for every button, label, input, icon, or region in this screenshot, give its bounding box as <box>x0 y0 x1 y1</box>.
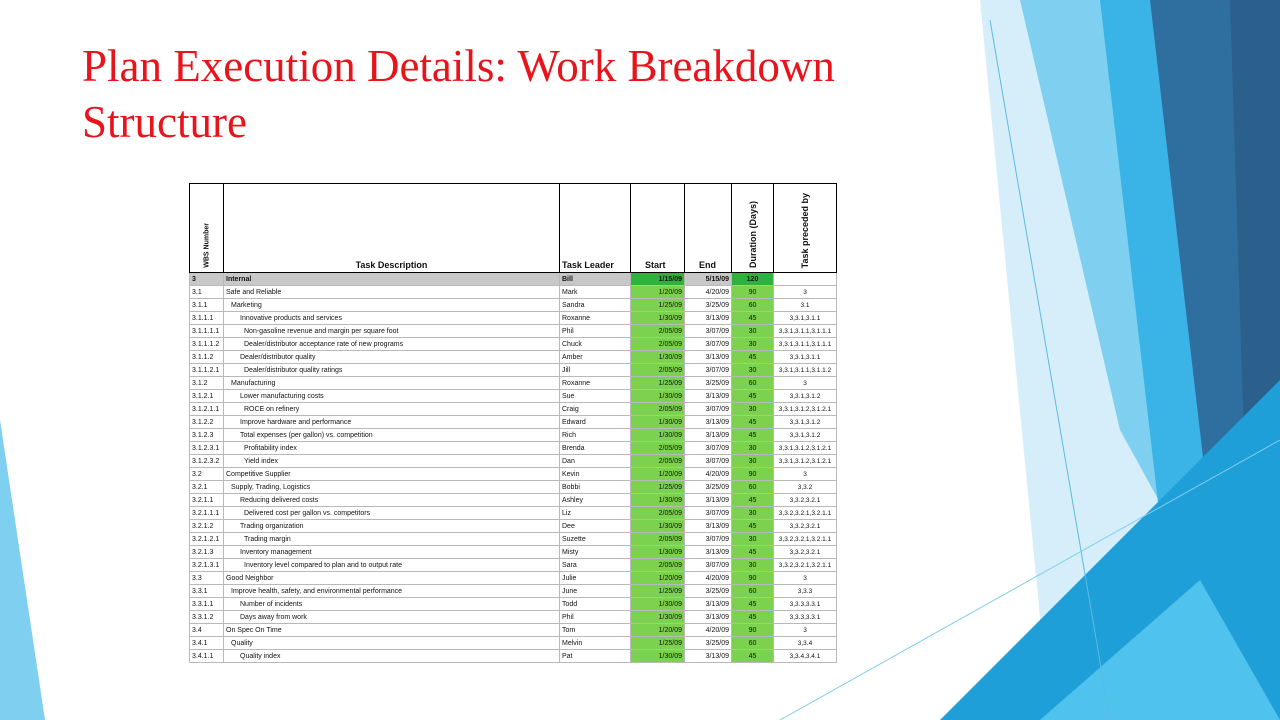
cell-task-leader: Suzette <box>560 533 631 546</box>
cell-duration: 30 <box>732 533 774 546</box>
cell-start: 1/25/09 <box>631 377 685 390</box>
cell-wbs-number: 3.1.2.3 <box>190 429 224 442</box>
cell-start: 1/20/09 <box>631 624 685 637</box>
cell-start: 1/30/09 <box>631 416 685 429</box>
cell-preceded-by: 3,3.2,3.2.1 <box>774 546 837 559</box>
cell-wbs-number: 3.2.1.2 <box>190 520 224 533</box>
cell-preceded-by: 3,3.3 <box>774 585 837 598</box>
cell-end: 3/13/09 <box>685 650 732 663</box>
cell-duration: 30 <box>732 403 774 416</box>
cell-preceded-by: 3 <box>774 572 837 585</box>
cell-wbs-number: 3.1.1.2.1 <box>190 364 224 377</box>
cell-preceded-by <box>774 273 837 286</box>
cell-task-leader: Mark <box>560 286 631 299</box>
cell-start: 1/25/09 <box>631 299 685 312</box>
cell-task-leader: Misty <box>560 546 631 559</box>
header-wbs-label: WBS Number <box>203 223 210 268</box>
cell-preceded-by: 3,3.2 <box>774 481 837 494</box>
cell-wbs-number: 3.2.1.3 <box>190 546 224 559</box>
cell-start: 1/25/09 <box>631 585 685 598</box>
cell-duration: 90 <box>732 468 774 481</box>
cell-duration: 30 <box>732 325 774 338</box>
table-row <box>190 325 837 338</box>
cell-preceded-by: 3,3.4,3.4.1 <box>774 650 837 663</box>
header-preceded-by <box>774 184 837 273</box>
table-row <box>190 312 837 325</box>
table-row <box>190 572 837 585</box>
cell-task-description: Safe and Reliable <box>224 286 560 299</box>
cell-duration: 30 <box>732 455 774 468</box>
cell-task-leader: Pat <box>560 650 631 663</box>
cell-wbs-number: 3.2.1.1.1 <box>190 507 224 520</box>
table-row <box>190 611 837 624</box>
cell-duration: 90 <box>732 572 774 585</box>
cell-end: 3/25/09 <box>685 637 732 650</box>
cell-task-leader: Roxanne <box>560 312 631 325</box>
cell-duration: 45 <box>732 312 774 325</box>
cell-end: 3/13/09 <box>685 351 732 364</box>
cell-task-leader: Brenda <box>560 442 631 455</box>
cell-preceded-by: 3 <box>774 468 837 481</box>
cell-preceded-by: 3,3.1,3.1.2 <box>774 429 837 442</box>
cell-task-description: Total expenses (per gallon) vs. competition <box>224 429 560 442</box>
table-row <box>190 585 837 598</box>
cell-preceded-by: 3,3.3,3.3.1 <box>774 611 837 624</box>
cell-task-description: Innovative products and services <box>224 312 560 325</box>
cell-preceded-by: 3,3.1,3.1.1,3.1.1.1 <box>774 338 837 351</box>
cell-task-description: Dealer/distributor quality <box>224 351 560 364</box>
cell-task-description: Improve health, safety, and environmental performance <box>224 585 560 598</box>
cell-task-leader: Liz <box>560 507 631 520</box>
cell-preceded-by: 3,3.2,3.2.1 <box>774 494 837 507</box>
cell-end: 3/07/09 <box>685 364 732 377</box>
cell-duration: 45 <box>732 416 774 429</box>
table-row <box>190 468 837 481</box>
wbs-table-body <box>190 273 837 663</box>
cell-duration: 45 <box>732 390 774 403</box>
cell-task-leader: Amber <box>560 351 631 364</box>
cell-task-description: ROCE on refinery <box>224 403 560 416</box>
table-row <box>190 598 837 611</box>
cell-preceded-by: 3.1 <box>774 299 837 312</box>
cell-start: 1/30/09 <box>631 351 685 364</box>
cell-wbs-number: 3.1.2.1 <box>190 390 224 403</box>
cell-wbs-number: 3.3.1 <box>190 585 224 598</box>
cell-duration: 45 <box>732 351 774 364</box>
cell-end: 3/07/09 <box>685 455 732 468</box>
cell-task-description: Number of incidents <box>224 598 560 611</box>
cell-task-description: Non-gasoline revenue and margin per square foot <box>224 325 560 338</box>
cell-task-description: Supply, Trading, Logistics <box>224 481 560 494</box>
cell-preceded-by: 3,3.1,3.1.2,3.1.2.1 <box>774 442 837 455</box>
cell-end: 3/13/09 <box>685 611 732 624</box>
cell-task-description: Manufacturing <box>224 377 560 390</box>
table-row <box>190 364 837 377</box>
cell-task-leader: Dan <box>560 455 631 468</box>
cell-task-description: Quality <box>224 637 560 650</box>
cell-preceded-by: 3 <box>774 624 837 637</box>
cell-preceded-by: 3,3.1,3.1.1 <box>774 351 837 364</box>
table-row <box>190 442 837 455</box>
cell-preceded-by: 3,3.2,3.2.1,3.2.1.1 <box>774 507 837 520</box>
cell-task-leader: Jill <box>560 364 631 377</box>
cell-preceded-by: 3,3.2,3.2.1,3.2.1.1 <box>774 559 837 572</box>
table-header-row <box>190 184 837 273</box>
header-start: Start <box>631 184 685 273</box>
cell-task-leader: Edward <box>560 416 631 429</box>
cell-start: 1/25/09 <box>631 481 685 494</box>
cell-duration: 30 <box>732 364 774 377</box>
cell-task-description: Improve hardware and performance <box>224 416 560 429</box>
cell-task-leader: Rich <box>560 429 631 442</box>
cell-task-description: Reducing delivered costs <box>224 494 560 507</box>
cell-start: 1/25/09 <box>631 637 685 650</box>
cell-task-description: Profitability index <box>224 442 560 455</box>
table-row <box>190 286 837 299</box>
cell-wbs-number: 3.2.1.1 <box>190 494 224 507</box>
cell-task-description: Good Neighbor <box>224 572 560 585</box>
cell-wbs-number: 3.1.1.1.2 <box>190 338 224 351</box>
cell-duration: 30 <box>732 442 774 455</box>
cell-end: 3/13/09 <box>685 416 732 429</box>
cell-duration: 45 <box>732 546 774 559</box>
cell-end: 3/07/09 <box>685 325 732 338</box>
cell-end: 3/25/09 <box>685 481 732 494</box>
cell-end: 3/13/09 <box>685 494 732 507</box>
cell-task-description: Quality index <box>224 650 560 663</box>
cell-task-description: Inventory management <box>224 546 560 559</box>
cell-wbs-number: 3.1.1 <box>190 299 224 312</box>
table-row <box>190 390 837 403</box>
cell-duration: 60 <box>732 585 774 598</box>
cell-task-description: Dealer/distributor acceptance rate of new programs <box>224 338 560 351</box>
cell-duration: 45 <box>732 650 774 663</box>
cell-wbs-number: 3.1.2.1.1 <box>190 403 224 416</box>
cell-duration: 30 <box>732 338 774 351</box>
cell-task-leader: Ashley <box>560 494 631 507</box>
table-row <box>190 416 837 429</box>
cell-wbs-number: 3 <box>190 273 224 286</box>
cell-end: 3/13/09 <box>685 390 732 403</box>
cell-duration: 30 <box>732 559 774 572</box>
cell-task-leader: Sue <box>560 390 631 403</box>
cell-wbs-number: 3.1.1.2 <box>190 351 224 364</box>
table-row <box>190 455 837 468</box>
cell-task-leader: Tom <box>560 624 631 637</box>
cell-duration: 60 <box>732 299 774 312</box>
cell-end: 3/07/09 <box>685 559 732 572</box>
cell-start: 2/05/09 <box>631 507 685 520</box>
cell-task-leader: Sara <box>560 559 631 572</box>
cell-duration: 90 <box>732 624 774 637</box>
cell-task-leader: June <box>560 585 631 598</box>
cell-start: 1/20/09 <box>631 286 685 299</box>
table-row <box>190 494 837 507</box>
cell-preceded-by: 3,3.1,3.1.1,3.1.1.2 <box>774 364 837 377</box>
cell-start: 1/30/09 <box>631 611 685 624</box>
cell-wbs-number: 3.1.2 <box>190 377 224 390</box>
cell-task-leader: Dee <box>560 520 631 533</box>
cell-wbs-number: 3.1.1.1.1 <box>190 325 224 338</box>
cell-wbs-number: 3.1.1.1 <box>190 312 224 325</box>
cell-task-description: Dealer/distributor quality ratings <box>224 364 560 377</box>
cell-end: 3/13/09 <box>685 520 732 533</box>
cell-start: 2/05/09 <box>631 403 685 416</box>
cell-preceded-by: 3,3.1,3.1.2 <box>774 390 837 403</box>
table-row <box>190 650 837 663</box>
table-row <box>190 351 837 364</box>
wbs-table <box>189 183 837 663</box>
cell-end: 4/20/09 <box>685 572 732 585</box>
cell-start: 1/30/09 <box>631 429 685 442</box>
cell-task-description: Competitive Supplier <box>224 468 560 481</box>
cell-start: 1/30/09 <box>631 650 685 663</box>
cell-task-leader: Phil <box>560 611 631 624</box>
wbs-table-container <box>189 183 837 663</box>
cell-start: 2/05/09 <box>631 338 685 351</box>
table-row <box>190 403 837 416</box>
header-duration <box>732 184 774 273</box>
cell-wbs-number: 3.4 <box>190 624 224 637</box>
cell-task-leader: Craig <box>560 403 631 416</box>
cell-start: 2/05/09 <box>631 533 685 546</box>
cell-task-leader: Roxanne <box>560 377 631 390</box>
cell-duration: 30 <box>732 507 774 520</box>
cell-duration: 60 <box>732 377 774 390</box>
cell-end: 4/20/09 <box>685 468 732 481</box>
cell-wbs-number: 3.1 <box>190 286 224 299</box>
cell-start: 2/05/09 <box>631 364 685 377</box>
cell-preceded-by: 3,3.3,3.3.1 <box>774 598 837 611</box>
cell-wbs-number: 3.2.1.3.1 <box>190 559 224 572</box>
cell-task-leader: Kevin <box>560 468 631 481</box>
cell-preceded-by: 3 <box>774 377 837 390</box>
cell-end: 3/13/09 <box>685 429 732 442</box>
cell-start: 2/05/09 <box>631 442 685 455</box>
table-row <box>190 520 837 533</box>
cell-end: 3/13/09 <box>685 598 732 611</box>
cell-wbs-number: 3.2.1.2.1 <box>190 533 224 546</box>
cell-duration: 60 <box>732 481 774 494</box>
cell-preceded-by: 3,3.1,3.1.1 <box>774 312 837 325</box>
cell-start: 2/05/09 <box>631 455 685 468</box>
cell-end: 3/07/09 <box>685 533 732 546</box>
cell-preceded-by: 3,3.1,3.1.2,3.1.2.1 <box>774 455 837 468</box>
cell-end: 3/07/09 <box>685 442 732 455</box>
cell-start: 1/30/09 <box>631 494 685 507</box>
cell-end: 3/07/09 <box>685 338 732 351</box>
cell-wbs-number: 3.4.1.1 <box>190 650 224 663</box>
cell-start: 1/30/09 <box>631 390 685 403</box>
cell-task-leader: Bill <box>560 273 631 286</box>
header-task-description: Task Description <box>224 184 560 273</box>
cell-task-description: On Spec On Time <box>224 624 560 637</box>
cell-preceded-by: 3,3.2,3.2.1,3.2.1.1 <box>774 533 837 546</box>
cell-duration: 45 <box>732 429 774 442</box>
cell-task-leader: Todd <box>560 598 631 611</box>
cell-task-leader: Bobbi <box>560 481 631 494</box>
cell-start: 2/05/09 <box>631 325 685 338</box>
table-row <box>190 559 837 572</box>
cell-wbs-number: 3.3.1.1 <box>190 598 224 611</box>
cell-task-description: Yield index <box>224 455 560 468</box>
table-row <box>190 481 837 494</box>
cell-end: 3/13/09 <box>685 546 732 559</box>
table-row <box>190 637 837 650</box>
cell-duration: 45 <box>732 494 774 507</box>
cell-wbs-number: 3.1.2.3.2 <box>190 455 224 468</box>
table-row <box>190 533 837 546</box>
cell-task-leader: Julie <box>560 572 631 585</box>
cell-wbs-number: 3.1.2.3.1 <box>190 442 224 455</box>
table-row <box>190 507 837 520</box>
cell-task-description: Inventory level compared to plan and to output rate <box>224 559 560 572</box>
table-row <box>190 624 837 637</box>
cell-preceded-by: 3 <box>774 286 837 299</box>
cell-task-leader: Sandra <box>560 299 631 312</box>
cell-end: 3/25/09 <box>685 377 732 390</box>
table-row <box>190 299 837 312</box>
table-row <box>190 429 837 442</box>
table-row <box>190 377 837 390</box>
cell-task-description: Internal <box>224 273 560 286</box>
cell-start: 1/20/09 <box>631 572 685 585</box>
cell-start: 1/30/09 <box>631 312 685 325</box>
cell-end: 3/25/09 <box>685 585 732 598</box>
cell-task-leader: Chuck <box>560 338 631 351</box>
cell-duration: 90 <box>732 286 774 299</box>
cell-preceded-by: 3,3.1,3.1.2 <box>774 416 837 429</box>
cell-task-description: Trading organization <box>224 520 560 533</box>
cell-end: 3/07/09 <box>685 403 732 416</box>
cell-start: 1/15/09 <box>631 273 685 286</box>
cell-wbs-number: 3.1.2.2 <box>190 416 224 429</box>
cell-duration: 60 <box>732 637 774 650</box>
cell-preceded-by: 3,3.2,3.2.1 <box>774 520 837 533</box>
table-row <box>190 546 837 559</box>
header-duration-label: Duration (Days) <box>747 200 758 268</box>
header-preceded-label: Task preceded by <box>800 192 810 268</box>
cell-end: 3/13/09 <box>685 312 732 325</box>
cell-task-leader: Melvin <box>560 637 631 650</box>
cell-task-description: Days away from work <box>224 611 560 624</box>
header-end: End <box>685 184 732 273</box>
cell-end: 5/15/09 <box>685 273 732 286</box>
cell-wbs-number: 3.4.1 <box>190 637 224 650</box>
cell-task-leader: Phil <box>560 325 631 338</box>
cell-wbs-number: 3.3 <box>190 572 224 585</box>
slide-title: Plan Execution Details: Work Breakdown Structure <box>82 41 835 147</box>
cell-end: 4/20/09 <box>685 286 732 299</box>
cell-start: 1/30/09 <box>631 520 685 533</box>
cell-duration: 45 <box>732 598 774 611</box>
cell-preceded-by: 3,3.4 <box>774 637 837 650</box>
header-task-leader: Task Leader <box>560 184 631 273</box>
left-facet <box>0 420 45 720</box>
cell-wbs-number: 3.2 <box>190 468 224 481</box>
table-row <box>190 338 837 351</box>
header-wbs-number <box>190 184 224 273</box>
cell-duration: 120 <box>732 273 774 286</box>
cell-duration: 45 <box>732 611 774 624</box>
table-row <box>190 273 837 286</box>
cell-task-description: Marketing <box>224 299 560 312</box>
cell-end: 4/20/09 <box>685 624 732 637</box>
cell-preceded-by: 3,3.1,3.1.1,3.1.1.1 <box>774 325 837 338</box>
cell-wbs-number: 3.3.1.2 <box>190 611 224 624</box>
cell-task-description: Trading margin <box>224 533 560 546</box>
cell-end: 3/07/09 <box>685 507 732 520</box>
cell-start: 1/20/09 <box>631 468 685 481</box>
cell-preceded-by: 3,3.1,3.1.2,3.1.2.1 <box>774 403 837 416</box>
cell-end: 3/25/09 <box>685 299 732 312</box>
cell-task-description: Lower manufacturing costs <box>224 390 560 403</box>
cell-task-description: Delivered cost per gallon vs. competitors <box>224 507 560 520</box>
cell-start: 1/30/09 <box>631 546 685 559</box>
cell-duration: 45 <box>732 520 774 533</box>
cell-start: 1/30/09 <box>631 598 685 611</box>
cell-wbs-number: 3.2.1 <box>190 481 224 494</box>
cell-start: 2/05/09 <box>631 559 685 572</box>
